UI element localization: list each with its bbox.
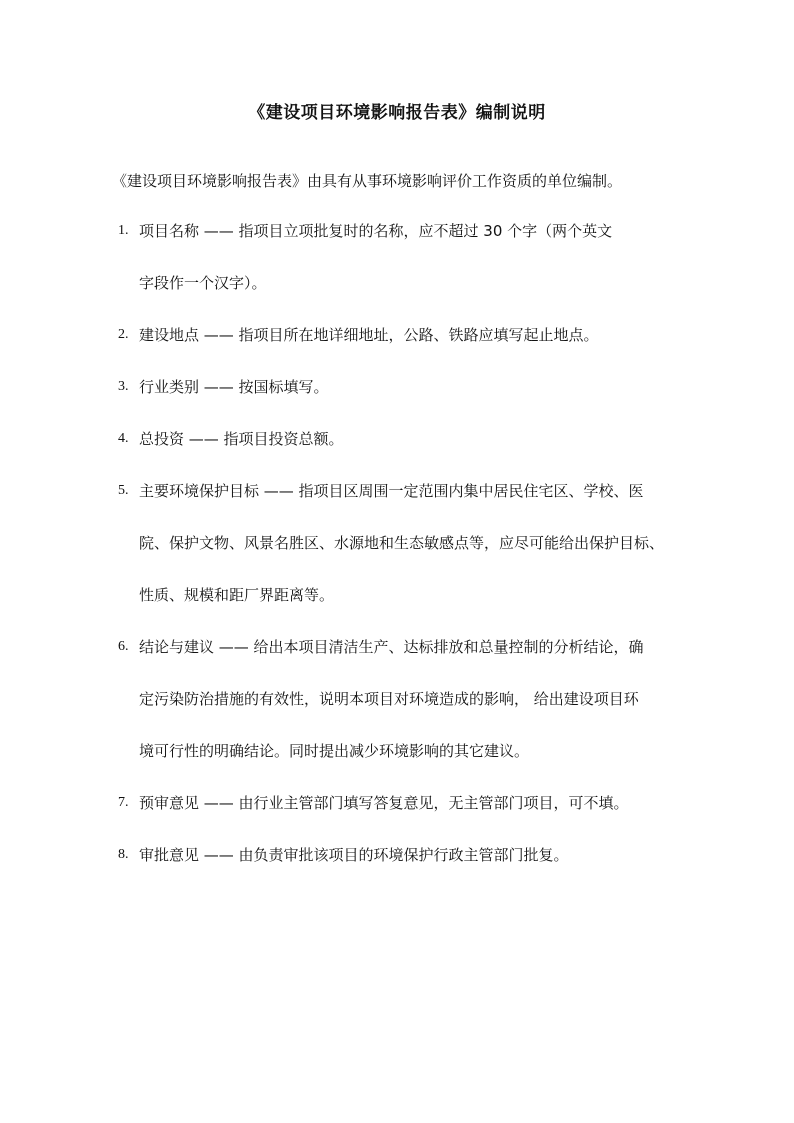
list-item-6 bbox=[118, 637, 698, 793]
item-text-line: 性质、规模和距厂界距离等。 bbox=[139, 586, 335, 604]
item-number: 2. bbox=[118, 327, 129, 342]
list-item-1 bbox=[118, 221, 698, 325]
intro-paragraph: 《建设项目环境影响报告表》由具有从事环境影响评价工作资质的单位编制。 bbox=[112, 172, 623, 190]
item-text-line: 结论与建议 —— 给出本项目清洁生产、达标排放和总量控制的分析结论，确 bbox=[139, 638, 644, 656]
list-item-2 bbox=[118, 325, 698, 377]
item-text-line: 审批意见 —— 由负责审批该项目的环境保护行政主管部门批复。 bbox=[139, 846, 569, 864]
item-text-line: 境可行性的明确结论。同时提出减少环境影响的其它建议。 bbox=[139, 742, 530, 760]
item-number: 7. bbox=[118, 795, 129, 810]
item-text-line: 定污染防治措施的有效性，说明本项目对环境造成的影响， 给出建设项目环 bbox=[139, 690, 639, 708]
item-number: 4. bbox=[118, 431, 129, 446]
item-text-line: 建设地点 —— 指项目所在地详细地址，公路、铁路应填写起止地点。 bbox=[139, 326, 599, 344]
list-item-7 bbox=[118, 793, 698, 845]
document-title: 《建设项目环境影响报告表》编制说明 bbox=[248, 103, 546, 123]
item-number: 1. bbox=[118, 223, 129, 238]
item-number: 8. bbox=[118, 847, 129, 862]
item-text-line: 院、保护文物、风景名胜区、水源地和生态敏感点等，应尽可能给出保护目标、 bbox=[139, 534, 665, 552]
list-item-4 bbox=[118, 429, 698, 481]
item-text-line: 预审意见 —— 由行业主管部门填写答复意见，无主管部门项目，可不填。 bbox=[139, 794, 629, 812]
list-item-5 bbox=[118, 481, 698, 637]
list-item-8 bbox=[118, 845, 698, 897]
item-text-line: 总投资 —— 指项目投资总额。 bbox=[139, 430, 344, 448]
item-text-line: 字段作一个汉字）。 bbox=[139, 274, 267, 292]
item-number: 3. bbox=[118, 379, 129, 394]
item-text-line: 主要环境保护目标 —— 指项目区周围一定范围内集中居民住宅区、学校、医 bbox=[139, 482, 644, 500]
item-number: 5. bbox=[118, 483, 129, 498]
list-item-3 bbox=[118, 377, 698, 429]
item-text-line: 行业类别 —— 按国标填写。 bbox=[139, 378, 329, 396]
item-number: 6. bbox=[118, 639, 129, 654]
item-text-line: 项目名称 —— 指项目立项批复时的名称，应不超过 30 个字（两个英文 bbox=[139, 222, 613, 240]
